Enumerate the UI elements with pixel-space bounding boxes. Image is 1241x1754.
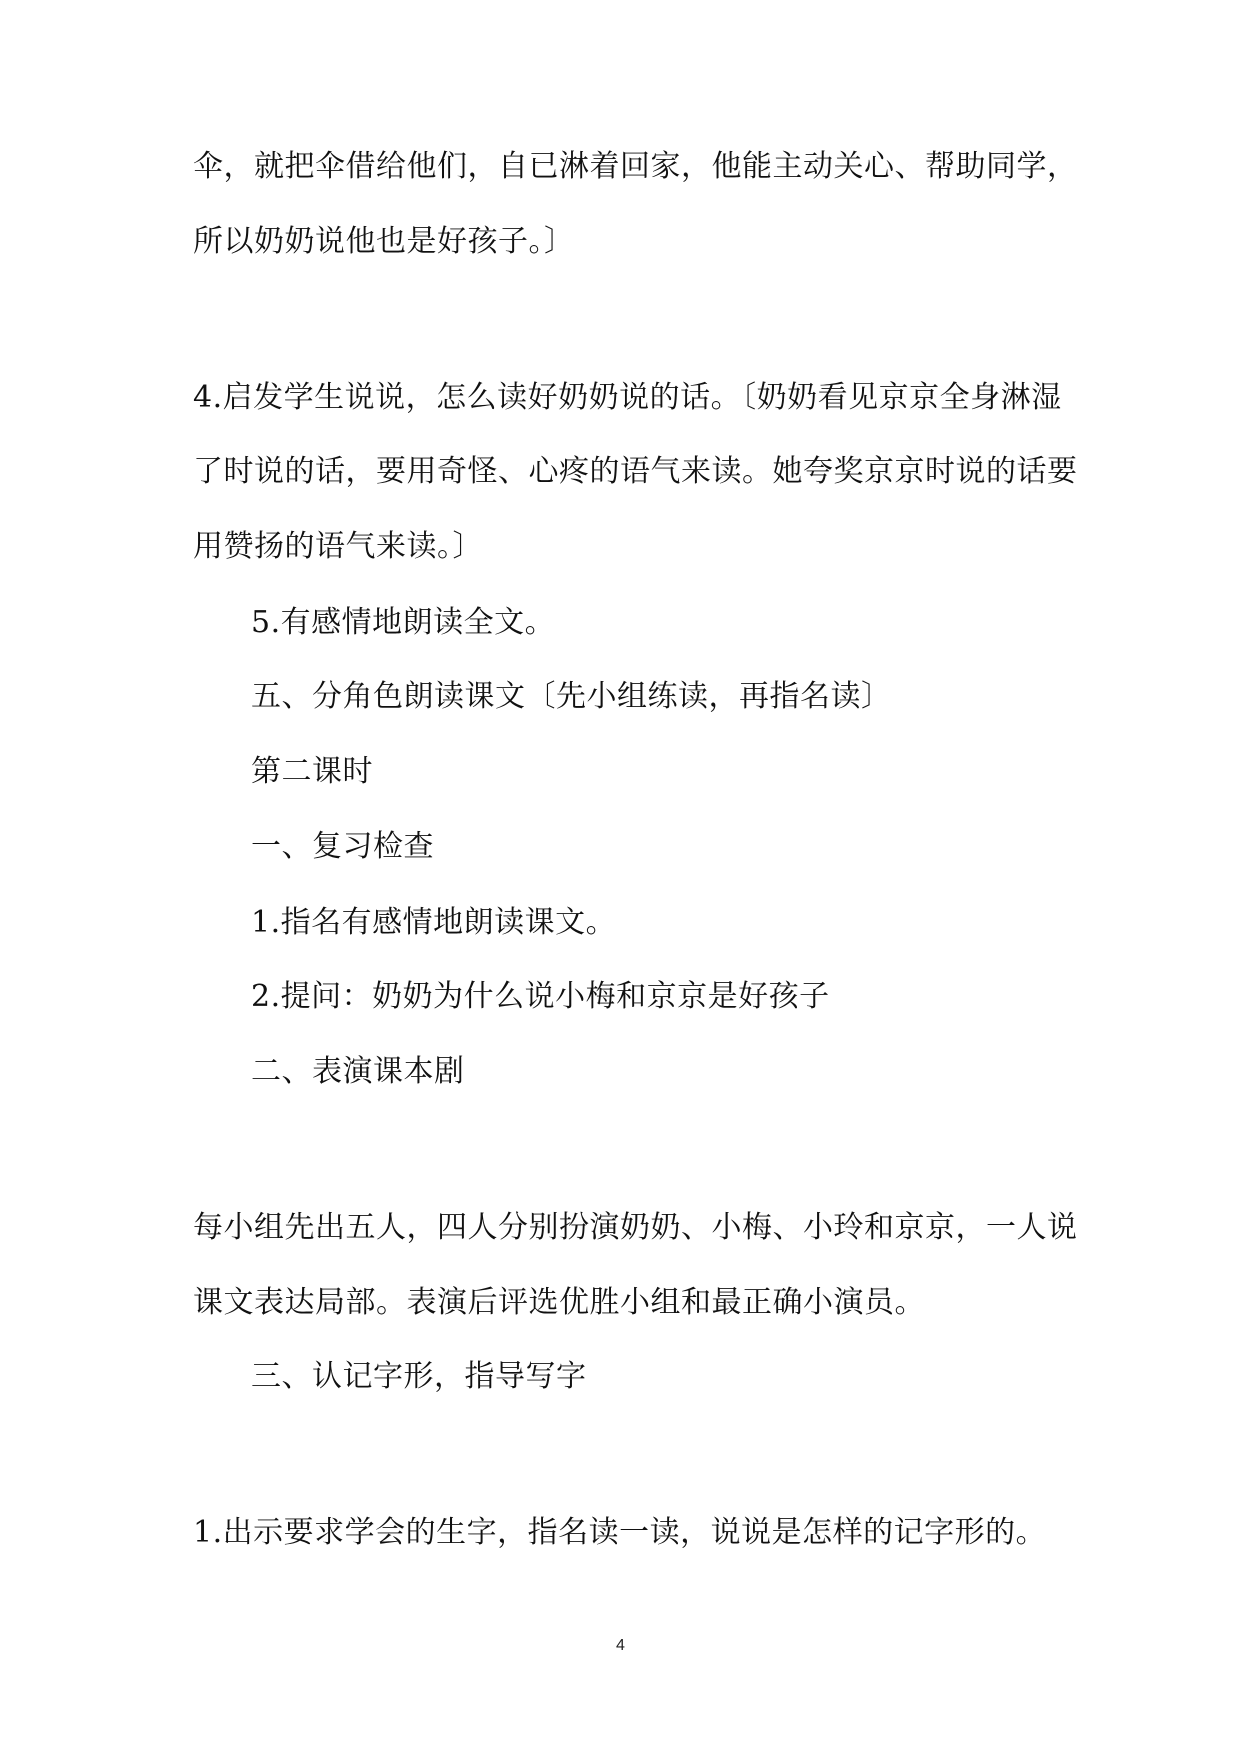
text-line: 1.出示要求学会的生字，指名读一读，说说是怎样的记字形的。 xyxy=(193,1515,1047,1550)
section-heading: 二、表演课本剧 xyxy=(251,1054,465,1089)
text-line: 4.启发学生说说，怎么读好奶奶说的话。〔奶奶看见京京全身淋湿 xyxy=(193,380,1062,415)
text-line: 所以奶奶说他也是好孩子。〕 xyxy=(193,224,575,259)
text-line: 1.指名有感情地朗读课文。 xyxy=(251,905,617,940)
lesson-heading: 第二课时 xyxy=(251,754,373,789)
text-line: 2.提问：奶奶为什么说小梅和京京是好孩子 xyxy=(251,979,830,1014)
section-heading: 三、认记字形，指导写字 xyxy=(251,1359,587,1394)
section-heading: 五、分角色朗读课文〔先小组练读，再指名读〕 xyxy=(251,679,892,714)
text-line: 伞，就把伞借给他们，自已淋着回家，他能主动关心、帮助同学， xyxy=(193,149,1078,184)
text-line: 用赞扬的语气来读。〕 xyxy=(193,529,483,564)
text-line: 课文表达局部。表演后评选优胜小组和最正确小演员。 xyxy=(193,1285,925,1320)
text-line: 5.有感情地朗读全文。 xyxy=(251,605,556,640)
section-heading: 一、复习检查 xyxy=(251,829,434,864)
page-number: 4 xyxy=(616,1637,625,1654)
text-line: 了时说的话，要用奇怪、心疼的语气来读。她夸奖京京时说的话要 xyxy=(193,454,1078,489)
text-line: 每小组先出五人，四人分别扮演奶奶、小梅、小玲和京京，一人说 xyxy=(193,1210,1078,1245)
